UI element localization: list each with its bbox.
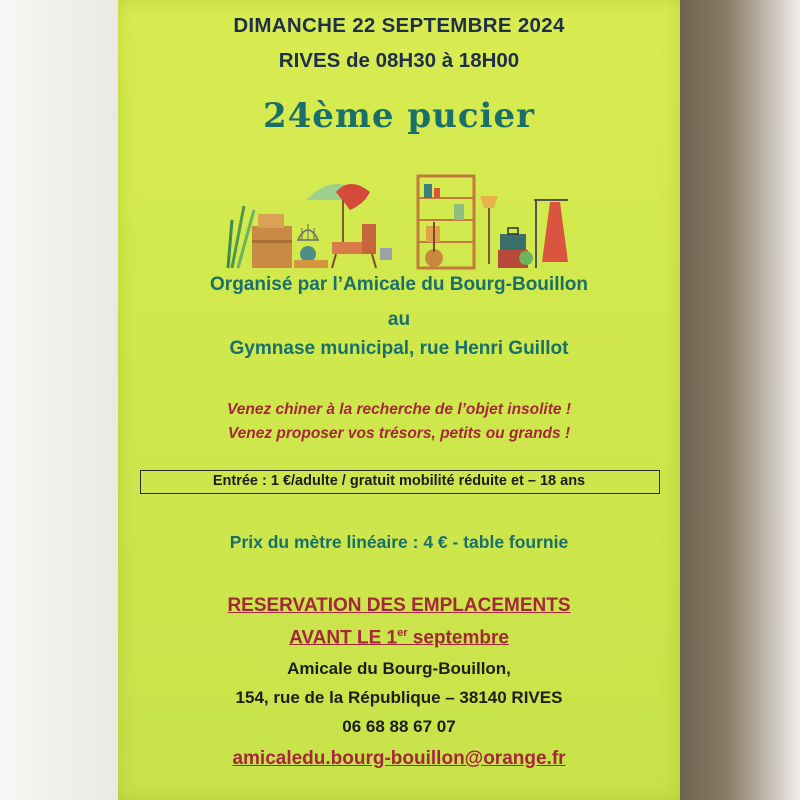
address-name: Amicale du Bourg-Bouillon, xyxy=(287,659,511,678)
organiser-connector: au xyxy=(387,309,411,330)
plant-icon xyxy=(228,206,254,268)
table-surface-right xyxy=(680,0,800,800)
parasol-icon xyxy=(306,184,370,248)
armchair-icon xyxy=(332,224,392,268)
entry-fee: Entrée : 1 €/adulte / gratuit mobilité réduite et – 18 ans xyxy=(212,473,586,489)
organiser-line: Organisé par l’Amicale du Bourg-Bouillon xyxy=(210,274,588,295)
event-place-time: RIVES de 08H30 à 18H00 xyxy=(278,49,520,72)
boxes-icon xyxy=(252,214,292,268)
event-title: 24ème pucier xyxy=(262,96,536,136)
stand-price: Prix du mètre linéaire : 4 € - table fournie xyxy=(229,532,569,552)
reservation-deadline xyxy=(118,627,680,649)
event-date: DIMANCHE 22 SEPTEMBRE 2024 xyxy=(233,14,565,37)
reservation-heading: RESERVATION DES EMPLACEMENTS xyxy=(227,595,571,616)
table-surface-left xyxy=(0,0,118,800)
address-street: 154, rue de la République – 38140 RIVES xyxy=(235,688,563,707)
deadline-suffix: septembre xyxy=(407,627,509,649)
invite-line-2: Venez proposer vos trésors, petits ou grands ! xyxy=(227,425,571,442)
phone-number: 06 68 88 67 07 xyxy=(342,717,456,736)
flyer xyxy=(118,0,680,800)
deadline-prefix: AVANT LE 1 xyxy=(289,627,398,649)
deadline-ordinal: er xyxy=(397,627,408,639)
flea-market-illustration xyxy=(218,170,578,270)
venue-line: Gymnase municipal, rue Henri Guillot xyxy=(229,338,569,359)
invite-line-1: Venez chiner à la recherche de l’objet insolite ! xyxy=(227,401,571,418)
lamp-icon xyxy=(480,196,498,264)
birdcage-icon xyxy=(294,224,328,268)
email-address: amicaledu.bourg-bouillon@orange.fr xyxy=(232,748,566,769)
dress-icon xyxy=(542,202,568,262)
